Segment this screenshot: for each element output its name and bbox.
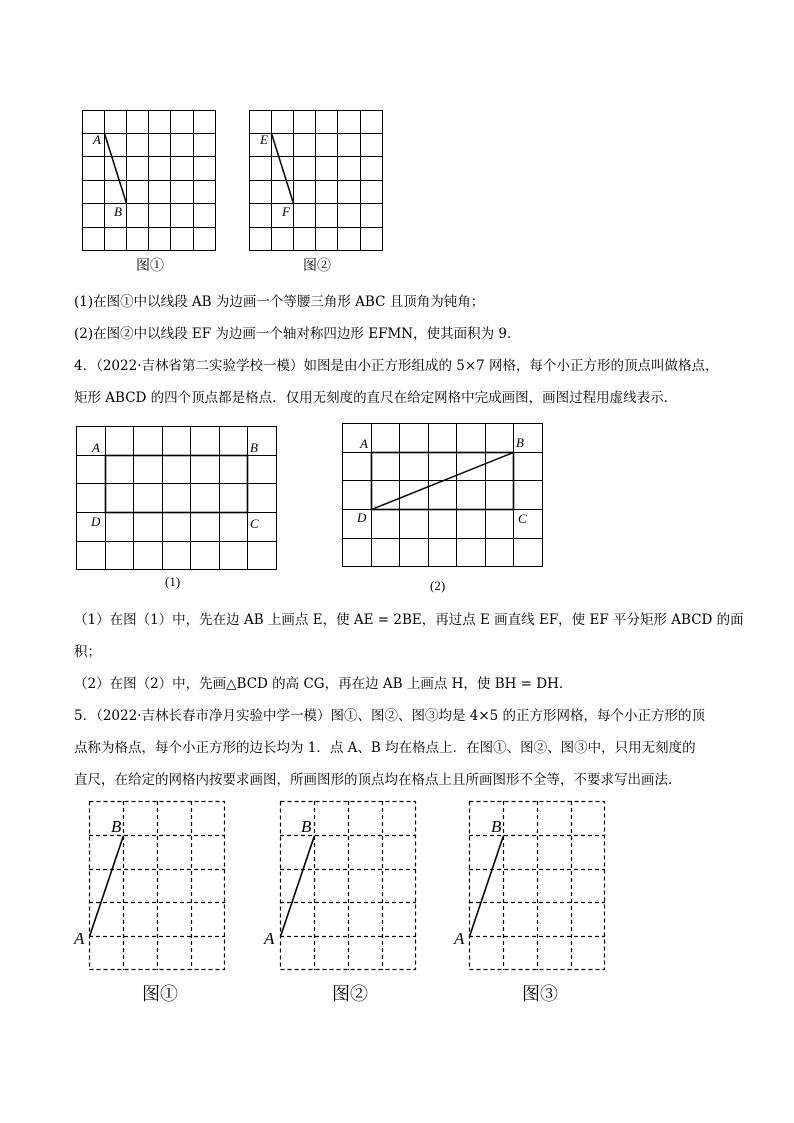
q4-fig1-c-label: C — [250, 516, 259, 531]
q4-part-1-line-2: 积； — [74, 644, 101, 660]
q4-figure-2-grid — [342, 423, 544, 568]
segment-ab — [105, 134, 127, 204]
fig2-point-f-label: F — [282, 204, 290, 219]
q4-fig2-b-label: B — [516, 435, 524, 450]
q5-figure-3-grid — [469, 801, 607, 972]
q4-figure-1-grid — [76, 426, 278, 571]
q4-part-2: （2）在图（2）中，先画△BCD 的高 CG，再在边 AB 上画点 H，使 BH = DH． — [74, 676, 573, 692]
q5-fig2-a-label: A — [264, 929, 275, 948]
q4-fig2-d-label: D — [357, 510, 367, 525]
q5-fig1-caption: 图① — [142, 984, 178, 1005]
segment-ab — [281, 836, 315, 937]
q4-fig1-d-label: D — [91, 514, 101, 529]
q5-fig3-b-label: B — [491, 817, 502, 836]
q4-part-1-line-1: （1）在图（1）中，先在边 AB 上画点 E，使 AE = 2BE，再过点 E 画直线 EF，使 EF 平分矩形 ABCD 的面 — [74, 612, 744, 628]
q4-fig2-a-label: A — [360, 436, 368, 451]
figure-1-grid — [82, 110, 218, 252]
q5-intro-line-2: 点称为格点，每个小正方形的边长均为 1．点 A、B 均在格点上．在图①、图②、图③中，只用无刻度的 — [74, 740, 696, 756]
q5-fig1-a-label: A — [74, 929, 85, 948]
q5-intro-line-1: 5．（2022·吉林长春市净月实验中学一模）图①、图②、图③均是 4×5 的正方形网格，每个小正方形的顶 — [74, 708, 706, 724]
q5-intro-line-3: 直尺，在给定的网格内按要求画图，所画图形的顶点均在格点上且所画图形不全等，不要求写出画法． — [74, 772, 682, 788]
q4-fig1-b-label: B — [250, 440, 258, 455]
fig1-point-b-label: B — [114, 204, 122, 219]
q5-fig3-caption: 图③ — [522, 984, 558, 1005]
q5-fig1-b-label: B — [111, 817, 122, 836]
segment-ef — [272, 134, 294, 204]
q4-fig2-c-label: C — [518, 511, 527, 526]
q4-intro-line-1: 4．（2022·吉林省第二实验学校一模）如图是由小正方形组成的 5×7 网格，每个小正方形的顶点叫做格点， — [74, 358, 719, 374]
q5-fig3-a-label: A — [454, 929, 465, 948]
figure-2-grid — [249, 110, 385, 252]
q5-fig2-b-label: B — [301, 817, 312, 836]
q4-fig2-caption: (2) — [430, 578, 446, 593]
q5-fig2-caption: 图② — [332, 984, 368, 1005]
q5-figure-1-grid — [89, 801, 227, 972]
fig2-point-e-label: E — [260, 132, 268, 147]
q4-fig1-caption: (1) — [165, 574, 181, 589]
segment-ab — [470, 836, 504, 937]
q4-intro-line-2: 矩形 ABCD 的四个顶点都是格点．仅用无刻度的直尺在给定网格中完成画图，画图过程用虚线表示． — [74, 390, 678, 406]
q4-fig1-a-label: A — [92, 440, 100, 455]
fig1-caption: 图① — [136, 258, 164, 274]
segment-ab — [90, 836, 124, 937]
q3-part-2: (2)在图②中以线段 EF 为边画一个轴对称四边形 EFMN，使其面积为 9． — [74, 326, 521, 342]
fig1-point-a-label: A — [93, 132, 101, 147]
fig2-caption: 图② — [303, 258, 331, 274]
q3-part-1: (1)在图①中以线段 AB 为边画一个等腰三角形 ABC 且顶角为钝角； — [74, 294, 485, 310]
